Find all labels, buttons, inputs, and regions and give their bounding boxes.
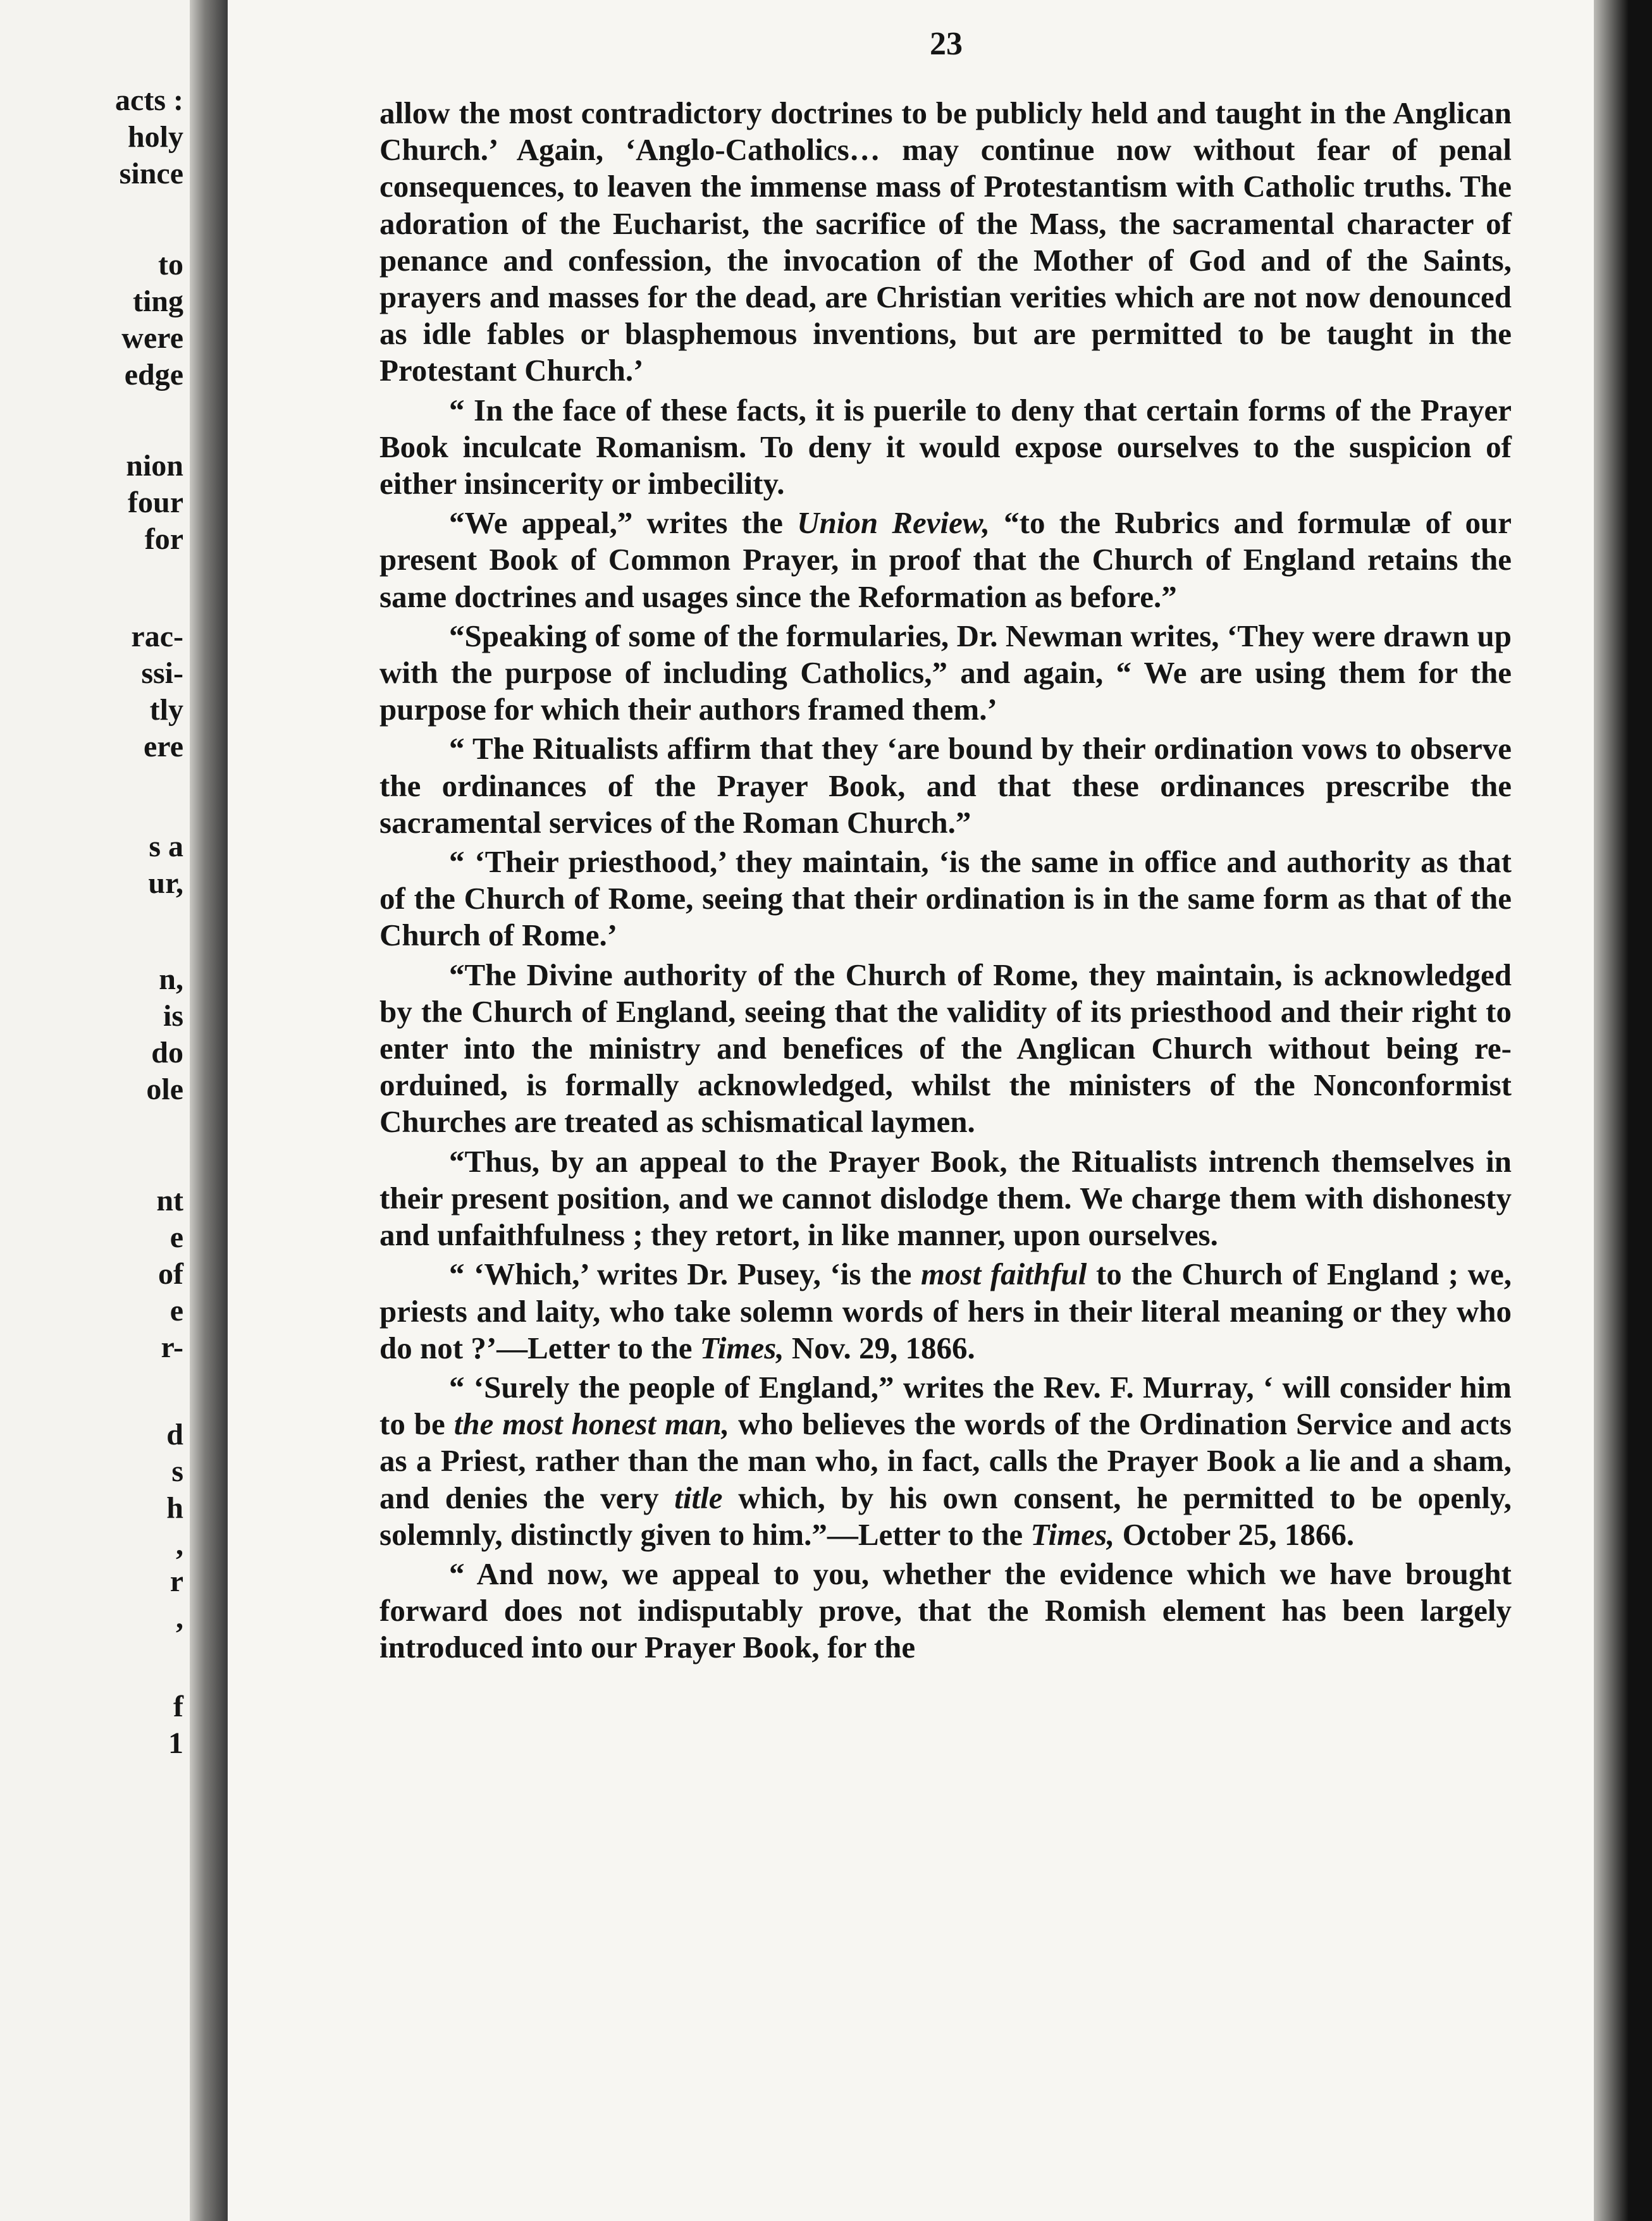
facing-page-fragment: e [170,1221,183,1254]
text-run: October 25, 1866. [1114,1517,1355,1552]
paragraph [379,1143,1512,1254]
facing-page-fragment: rac- [131,620,183,653]
facing-page-fragment: ur, [148,866,183,900]
text-run: who believes the words of the Ordination Service and acts as a Priest, rather than the man who, in fact, calls the Prayer Book a lie and a sham, and denies the very [379,1406,1512,1515]
book-gutter [190,0,228,2221]
facing-page-fragment: acts : [115,83,183,117]
facing-page-fragment: 1 [168,1726,183,1760]
text-run: “ ‘Which,’ writes Dr. Pusey, ‘is the [449,1257,921,1292]
page-body [379,95,1512,1666]
facing-page-fragment: ere [143,730,183,763]
facing-page-fragment: , [176,1528,183,1561]
facing-page-fragment: s [171,1455,183,1488]
text-run: which, by his own consent, he permitted to be openly, solemnly, distinctly given to him.”—Letter to the [379,1480,1512,1552]
text-run: to the Church of England ; we, priests and laity, who take solemn words of hers in their literal meaning or they who do not ?’—Letter to the [379,1257,1512,1365]
text-run: “ The Ritualists affirm that they ‘are bound by their ordination vows to observe the ordinances of the Prayer Book, and that these ordinances prescribe the sacramental services of the Roman Church.” [379,731,1512,840]
paragraph [379,1256,1512,1367]
facing-page-fragment: holy [127,120,183,154]
facing-page-fragment: s a [149,830,183,863]
text-run: “We appeal,” writes the [449,505,798,541]
text-run: allow the most contradictory doctrines to be publicly held and taught in the Anglican Church.’ Again, ‘Anglo-Catholics… may continue now without fear of penal consequences, to leaven the immense mass of Protestantism with Catholic truths. The adoration of the Eucharist, the sacrifice of the Mass, the sacramental character of penance and confession, the invocation of the Mother of God and of the Saints, prayers and masses for the dead, are Christian verities which are not now denounced as idle fables or blasphemous inventions, but are permitted to be taught in the Protestant Church.’ [379,95,1512,388]
text-run: “ In the face of these facts, it is puerile to deny that certain forms of the Prayer Book inculcate Romanism. To deny it would expose ourselves to the suspicion of either insincerity or imbecility. [379,392,1512,501]
text-run: “ ‘Surely the people of England,” writes the Rev. F. Murray, ‘ will consider him to be [379,1369,1512,1442]
paragraph [379,1556,1512,1666]
facing-page-fragment: ting [132,285,183,318]
facing-page-fragment: h [166,1491,183,1525]
facing-page-fragment: is [163,999,183,1033]
italic-text: Times, [1030,1517,1115,1552]
paragraph [379,1369,1512,1553]
facing-page-fragment: were [121,321,183,355]
facing-page-fragment: of [158,1257,183,1291]
facing-page-fragment: r [170,1565,183,1598]
facing-page-fragment: edge [124,358,183,391]
paragraph [379,957,1512,1141]
facing-page-fragment: since [119,157,183,190]
page-number: 23 [930,26,963,62]
italic-text: most faithful [920,1257,1087,1292]
facing-page-fragment: ssi- [141,656,183,690]
facing-page-fragment: to [158,248,183,281]
paragraph [379,95,1512,390]
facing-page-fragment: four [128,486,183,519]
italic-text: the most honest man, [453,1406,730,1442]
facing-page-fragment: for [144,522,183,556]
facing-page-fragment: tly [149,693,183,727]
paragraph [379,730,1512,841]
facing-page-fragment: f [173,1690,183,1723]
page-edge [1594,0,1652,2221]
facing-page-fragment: n, [159,963,183,996]
facing-page [0,0,190,2221]
facing-page-fragment: d [166,1418,183,1451]
facing-page-fragment: nion [126,449,183,483]
paragraph [379,618,1512,729]
facing-page-fragment: r- [161,1331,183,1364]
italic-text: Times, [700,1330,784,1365]
paragraph [379,844,1512,954]
facing-page-fragment: , [176,1601,183,1635]
text-run: “to the Rubrics and formulæ of our present Book of Common Prayer, in proof that the Church of England retains the same doctrines and usages since the Reformation as before.” [379,505,1512,614]
text-run: “ And now, we appeal to you, whether the evidence which we have brought forward does not indisputably prove, that the Romish element has been largely introduced into our Prayer Book, for the [379,1556,1512,1665]
text-run: “ ‘Their priesthood,’ they maintain, ‘is the same in office and authority as that of the Church of Rome, seeing that their ordination is in the same form as that of the Church of Rome.’ [379,844,1512,953]
text-run: “Thus, by an appeal to the Prayer Book, the Ritualists intrench themselves in their present position, and we cannot dislodge them. We charge them with dishonesty and unfaithfulness ; they retort, in like manner, upon ourselves. [379,1143,1512,1253]
paragraph [379,505,1512,615]
facing-page-fragment: e [170,1294,183,1327]
text-run: “The Divine authority of the Church of Rome, they maintain, is acknowledged by the Church of England, seeing that the validity of its priesthood and their right to enter into the ministry and benefices of the Anglican Church without being re-orduined, is formally acknowledged, whilst the ministers of the Nonconformist Churches are treated as schismatical laymen. [379,957,1512,1140]
italic-text: Union Review, [797,505,990,541]
text-run: “Speaking of some of the formularies, Dr. Newman writes, ‘They were drawn up with the purpose of including Catholics,” and again, “ We are using them for the purpose for which their authors framed them.’ [379,618,1512,727]
text-run: Nov. 29, 1866. [784,1330,975,1365]
italic-text: title [674,1480,723,1515]
facing-page-fragment: ole [146,1073,183,1106]
facing-page-fragment: do [151,1036,183,1069]
facing-page-fragment: nt [156,1184,183,1217]
paragraph [379,392,1512,503]
